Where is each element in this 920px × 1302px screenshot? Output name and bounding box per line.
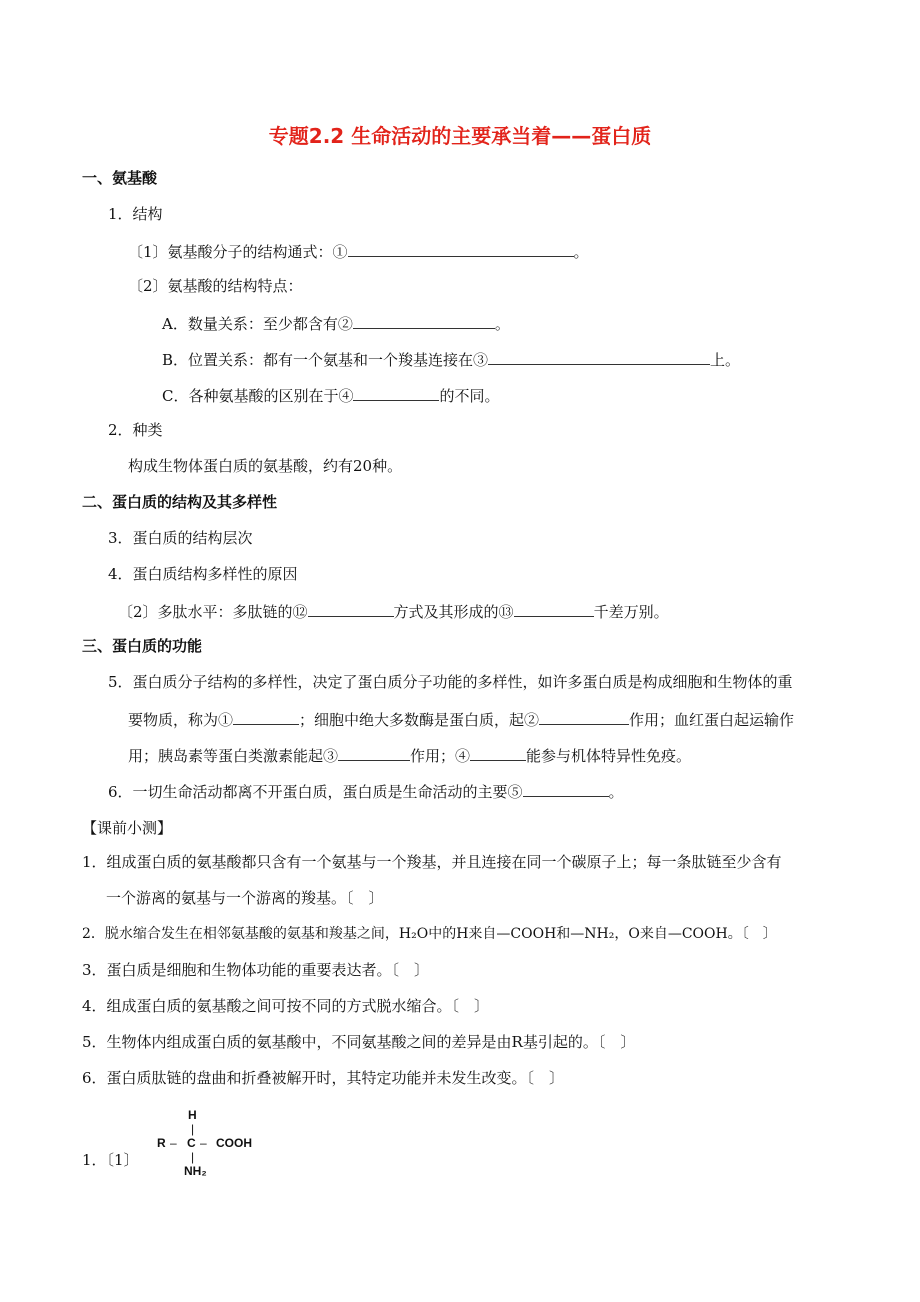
function-text: 。 xyxy=(608,783,624,801)
function-text-line3 xyxy=(128,744,691,766)
quiz-question-3[interactable]: 3．蛋白质是细胞和生物体功能的重要表达者。〔 〕 xyxy=(82,961,430,979)
question-text: B．位置关系：都有一个氨基和一个羧基连接在③ xyxy=(162,351,489,369)
function-text-line1: 5．蛋白质分子结构的多样性，决定了蛋白质分子功能的多样性，如许多蛋白质是构成细胞和生物体的重 xyxy=(108,673,793,691)
function-text: 能参与机体特异性免疫。 xyxy=(526,747,692,765)
page-title: 专题2.2 生命活动的主要承当着——蛋白质 xyxy=(268,124,652,148)
answer-blank-3[interactable] xyxy=(488,348,710,365)
question-text-end: 。 xyxy=(573,243,589,261)
answer-blank-12[interactable] xyxy=(308,600,394,617)
section-heading-protein-structure: 二、蛋白质的结构及其多样性 xyxy=(82,493,278,511)
question-difference xyxy=(162,384,500,406)
formula-c: C xyxy=(187,1136,196,1150)
answer-blank-2[interactable] xyxy=(353,312,495,329)
quiz-question-2[interactable]: 2．脱水缩合发生在相邻氨基酸的氨基和羧基之间，H₂O中的H来自—COOH和—NH₂，O来自—COOH。〔 〕 xyxy=(82,926,777,942)
question-text: 〔2〕多肽水平：多肽链的⑫ xyxy=(118,603,308,621)
answer-blank-f5[interactable] xyxy=(523,780,609,797)
answer-blank-f2[interactable] xyxy=(539,708,629,725)
item-structure: 1．结构 xyxy=(108,205,163,223)
section-heading-amino-acid: 一、氨基酸 xyxy=(82,169,158,187)
quiz-question-5[interactable]: 5．生物体内组成蛋白质的氨基酸中，不同氨基酸之间的差异是由R基引起的。〔 〕 xyxy=(82,1033,636,1051)
answer-label: 1．〔1〕 xyxy=(82,1151,139,1169)
formula-h: H xyxy=(188,1108,197,1122)
item-kinds: 2．种类 xyxy=(108,421,163,439)
section-heading-protein-function: 三、蛋白质的功能 xyxy=(82,637,203,655)
formula-bond-left: – xyxy=(170,1136,177,1150)
function-text: 作用；④ xyxy=(410,747,471,765)
function-text: 作用；血红蛋白起运输作 xyxy=(629,711,795,729)
answer-blank-f3[interactable] xyxy=(338,744,410,761)
question-text: 〔1〕氨基酸分子的结构通式：① xyxy=(128,243,348,261)
kinds-text: 构成生物体蛋白质的氨基酸，约有20种。 xyxy=(128,457,403,475)
formula-r: R xyxy=(157,1136,166,1150)
question-text: C．各种氨基酸的区别在于④ xyxy=(162,387,354,405)
function-text-line4 xyxy=(108,780,624,802)
function-text: 要物质，称为① xyxy=(128,711,234,729)
answer-blank-1[interactable] xyxy=(348,240,574,257)
question-polypeptide-level xyxy=(118,600,669,622)
quiz-question-4[interactable]: 4．组成蛋白质的氨基酸之间可按不同的方式脱水缩合。〔 〕 xyxy=(82,997,490,1015)
question-text-end: 的不同。 xyxy=(439,387,500,405)
question-structure-features: 〔2〕氨基酸的结构特点： xyxy=(128,277,303,295)
quiz-question-1-line1: 1．组成蛋白质的氨基酸都只含有一个氨基与一个羧基，并且连接在同一个碳原子上；每一条肽链至少含有 xyxy=(82,853,782,871)
question-text-end: 上。 xyxy=(710,351,741,369)
answer-blank-13[interactable] xyxy=(514,600,594,617)
quiz-question-6[interactable]: 6．蛋白质肽链的盘曲和折叠被解开时，其特定功能并未发生改变。〔 〕 xyxy=(82,1069,565,1087)
formula-bond-right: – xyxy=(200,1136,207,1150)
question-text: A．数量关系：至少都含有② xyxy=(162,315,353,333)
quiz-question-1-line2[interactable]: 一个游离的氨基与一个游离的羧基。〔 〕 xyxy=(106,889,384,907)
question-text-mid: 方式及其形成的⑬ xyxy=(393,603,514,621)
question-text-end: 千差万别。 xyxy=(593,603,669,621)
function-text: 用；胰岛素等蛋白类激素能起③ xyxy=(128,747,339,765)
quiz-heading: 【课前小测】 xyxy=(82,819,173,837)
question-position xyxy=(162,348,740,370)
answer-blank-f1[interactable] xyxy=(233,708,299,725)
answer-blank-f4[interactable] xyxy=(470,744,526,761)
formula-nh2: NH₂ xyxy=(184,1164,207,1178)
formula-cooh: COOH xyxy=(216,1136,252,1150)
function-text: 6．一切生命活动都离不开蛋白质，蛋白质是生命活动的主要⑤ xyxy=(108,783,523,801)
question-general-formula xyxy=(128,240,589,262)
function-text-line2 xyxy=(128,708,794,730)
question-quantity xyxy=(162,312,510,334)
formula-bond-top: | xyxy=(191,1122,195,1136)
question-text-end: 。 xyxy=(494,315,510,333)
item-structure-levels: 3．蛋白质的结构层次 xyxy=(108,529,253,547)
function-text: ；细胞中绝大多数酶是蛋白质，起② xyxy=(299,711,540,729)
item-diversity-reasons: 4．蛋白质结构多样性的原因 xyxy=(108,565,298,583)
formula-bond-bottom: | xyxy=(191,1150,195,1164)
answer-blank-4[interactable] xyxy=(353,384,439,401)
